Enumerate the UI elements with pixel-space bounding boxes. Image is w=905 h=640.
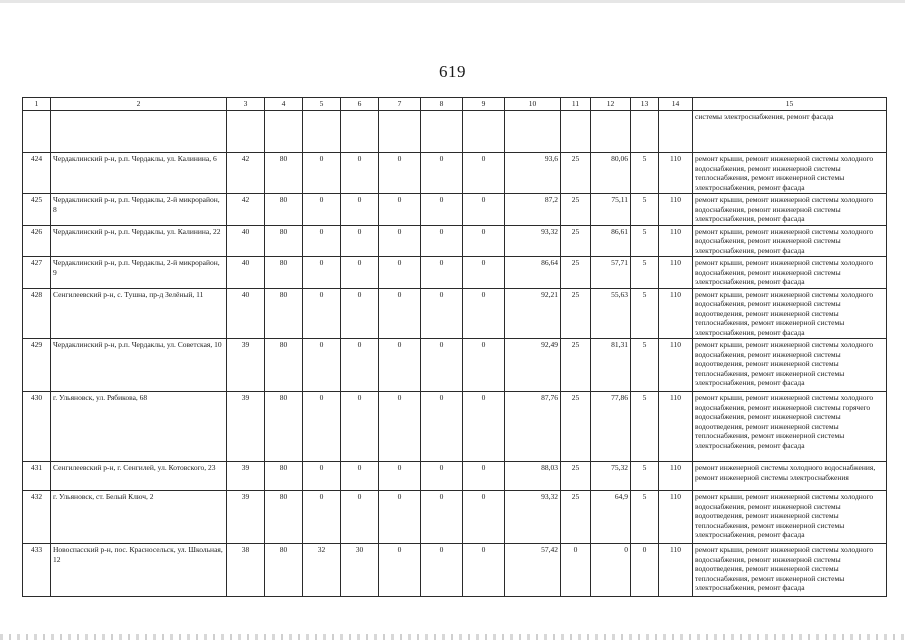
value-col-14: 110	[659, 392, 693, 462]
value-col-14: 110	[659, 462, 693, 491]
value-col-10: 86,64	[505, 257, 561, 289]
value-col-5: 0	[303, 288, 341, 339]
value-col-8: 0	[421, 257, 463, 289]
value-col-14: 110	[659, 153, 693, 194]
column-header: 6	[341, 98, 379, 111]
value-col-6: 0	[341, 225, 379, 257]
value-col-3: 39	[227, 392, 265, 462]
value-col-4: 80	[265, 339, 303, 392]
value-col-10: 87,2	[505, 194, 561, 226]
value-col-13: 5	[631, 225, 659, 257]
value-col-9: 0	[463, 257, 505, 289]
table-row	[23, 339, 887, 392]
value-col-13: 5	[631, 288, 659, 339]
table-row	[23, 462, 887, 491]
value-col-5: 0	[303, 491, 341, 544]
value-col-8: 0	[421, 462, 463, 491]
address-cell: Сенгилеевский р-н, г. Сенгилей, ул. Котовского, 23	[51, 462, 227, 491]
value-col-8: 0	[421, 544, 463, 597]
value-col-5: 0	[303, 462, 341, 491]
value-col-3: 40	[227, 257, 265, 289]
works-cell: ремонт крыши, ремонт инженерной системы холодного водоснабжения, ремонт инженерной системы электроснабжения, ремонт фасада	[693, 225, 887, 257]
value-col-13: 5	[631, 491, 659, 544]
value-col-9: 0	[463, 544, 505, 597]
value-col-4: 80	[265, 544, 303, 597]
value-col-11: 25	[561, 257, 591, 289]
value-col-13: 0	[631, 544, 659, 597]
value-col-5: 0	[303, 392, 341, 462]
value-col-13: 5	[631, 339, 659, 392]
value-col-5: 0	[303, 153, 341, 194]
value-col-8: 0	[421, 288, 463, 339]
value-col-12: 81,31	[591, 339, 631, 392]
value-col-4: 80	[265, 462, 303, 491]
value-col-11: 25	[561, 225, 591, 257]
value-col-6: 0	[341, 491, 379, 544]
value-col-7: 0	[379, 544, 421, 597]
value-col-3: 40	[227, 288, 265, 339]
value-col-3: 42	[227, 153, 265, 194]
page-number: 619	[439, 62, 466, 81]
column-header: 4	[265, 98, 303, 111]
value-col-7: 0	[379, 392, 421, 462]
value-col-9: 0	[463, 339, 505, 392]
value-col-12: 77,86	[591, 392, 631, 462]
value-col-11: 25	[561, 462, 591, 491]
value-col-6: 0	[341, 153, 379, 194]
value-col-6: 30	[341, 544, 379, 597]
value-col-12: 80,06	[591, 153, 631, 194]
value-col-13: 5	[631, 392, 659, 462]
value-col-8: 0	[421, 194, 463, 226]
address-cell: Сенгилеевский р-н, с. Тушна, пр-д Зелёный, 11	[51, 288, 227, 339]
address-cell: Чердаклинский р-н, р.п. Чердаклы, 2-й микрорайон, 8	[51, 194, 227, 226]
value-col-12: 57,71	[591, 257, 631, 289]
column-header: 8	[421, 98, 463, 111]
address-cell: Чердаклинский р-н, р.п. Чердаклы, 2-й микрорайон, 9	[51, 257, 227, 289]
value-col-7: 0	[379, 339, 421, 392]
column-header: 12	[591, 98, 631, 111]
works-cell: ремонт крыши, ремонт инженерной системы холодного водоснабжения, ремонт инженерной системы горячего водоснабжения, ремонт инженерной системы водоотведения, ремонт инженерной системы теплоснабжения, ремонт инженерной системы электроснабжения, ремонт фасада	[693, 392, 887, 462]
value-col-6: 0	[341, 339, 379, 392]
column-header: 15	[693, 98, 887, 111]
table-row	[23, 153, 887, 194]
value-col-4: 80	[265, 288, 303, 339]
address-cell: г. Ульяновск, ст. Белый Ключ, 2	[51, 491, 227, 544]
header-row	[23, 98, 887, 111]
value-col-7: 0	[379, 288, 421, 339]
value-col-7: 0	[379, 194, 421, 226]
value-col-14: 110	[659, 339, 693, 392]
value-col-5: 0	[303, 194, 341, 226]
works-cell: ремонт крыши, ремонт инженерной системы холодного водоснабжения, ремонт инженерной системы электроснабжения, ремонт фасада	[693, 257, 887, 289]
row-number: 424	[23, 153, 51, 194]
value-col-9: 0	[463, 153, 505, 194]
value-col-12: 64,9	[591, 491, 631, 544]
value-col-3: 42	[227, 194, 265, 226]
column-header: 7	[379, 98, 421, 111]
table-row	[23, 194, 887, 226]
value-col-12: 86,61	[591, 225, 631, 257]
column-header: 10	[505, 98, 561, 111]
value-col-14: 110	[659, 491, 693, 544]
address-cell: Чердаклинский р-н, р.п. Чердаклы, ул. Советская, 10	[51, 339, 227, 392]
value-col-6: 0	[341, 392, 379, 462]
works-cell: ремонт крыши, ремонт инженерной системы холодного водоснабжения, ремонт инженерной системы водоотведения, ремонт инженерной системы теплоснабжения, ремонт инженерной системы электроснабжения, ремонт фасада	[693, 491, 887, 544]
value-col-3: 39	[227, 491, 265, 544]
address-cell: Чердаклинский р-н, р.п. Чердаклы, ул. Калинина, 6	[51, 153, 227, 194]
table-row	[23, 544, 887, 597]
value-col-11: 25	[561, 153, 591, 194]
value-col-9: 0	[463, 462, 505, 491]
value-col-3: 39	[227, 462, 265, 491]
value-col-7: 0	[379, 225, 421, 257]
value-col-9: 0	[463, 392, 505, 462]
value-col-10: 92,21	[505, 288, 561, 339]
value-col-14: 110	[659, 225, 693, 257]
table-row	[23, 288, 887, 339]
column-header: 14	[659, 98, 693, 111]
value-col-12: 75,11	[591, 194, 631, 226]
works-cell: ремонт инженерной системы холодного водоснабжения, ремонт инженерной системы электроснабжения	[693, 462, 887, 491]
value-col-4: 80	[265, 257, 303, 289]
value-col-8: 0	[421, 491, 463, 544]
value-col-10: 57,42	[505, 544, 561, 597]
value-col-14: 110	[659, 288, 693, 339]
value-col-5: 0	[303, 257, 341, 289]
works-cell: ремонт крыши, ремонт инженерной системы холодного водоснабжения, ремонт инженерной системы теплоснабжения, ремонт инженерной системы электроснабжения, ремонт фасада	[693, 153, 887, 194]
value-col-13: 5	[631, 257, 659, 289]
value-col-11: 25	[561, 392, 591, 462]
register-table	[22, 97, 887, 597]
value-col-10: 93,32	[505, 491, 561, 544]
value-col-10: 93,6	[505, 153, 561, 194]
value-col-4: 80	[265, 194, 303, 226]
value-col-7: 0	[379, 462, 421, 491]
column-header: 3	[227, 98, 265, 111]
value-col-5: 32	[303, 544, 341, 597]
row-number: 433	[23, 544, 51, 597]
value-col-13: 5	[631, 194, 659, 226]
value-col-9: 0	[463, 225, 505, 257]
value-col-6: 0	[341, 257, 379, 289]
address-cell: Чердаклинский р-н, р.п. Чердаклы, ул. Калинина, 22	[51, 225, 227, 257]
table-row	[23, 225, 887, 257]
works-cell: ремонт крыши, ремонт инженерной системы холодного водоснабжения, ремонт инженерной системы электроснабжения, ремонт фасада	[693, 194, 887, 226]
row-number: 430	[23, 392, 51, 462]
value-col-8: 0	[421, 225, 463, 257]
value-col-10: 92,49	[505, 339, 561, 392]
column-header: 9	[463, 98, 505, 111]
table-row	[23, 257, 887, 289]
column-header: 13	[631, 98, 659, 111]
value-col-9: 0	[463, 288, 505, 339]
value-col-12: 75,32	[591, 462, 631, 491]
row-number: 428	[23, 288, 51, 339]
value-col-4: 80	[265, 491, 303, 544]
column-header: 11	[561, 98, 591, 111]
works-cell: ремонт крыши, ремонт инженерной системы холодного водоснабжения, ремонт инженерной системы водоотведения, ремонт инженерной системы теплоснабжения, ремонт инженерной системы электроснабжения, ремонт фасада	[693, 288, 887, 339]
value-col-13: 5	[631, 153, 659, 194]
value-col-3: 39	[227, 339, 265, 392]
value-col-3: 40	[227, 225, 265, 257]
value-col-11: 25	[561, 339, 591, 392]
column-header: 2	[51, 98, 227, 111]
row-number: 425	[23, 194, 51, 226]
works-cell: ремонт крыши, ремонт инженерной системы холодного водоснабжения, ремонт инженерной системы водоотведения, ремонт инженерной системы теплоснабжения, ремонт инженерной системы электроснабжения, ремонт фасада	[693, 544, 887, 597]
value-col-7: 0	[379, 257, 421, 289]
works-cell: ремонт крыши, ремонт инженерной системы холодного водоснабжения, ремонт инженерной системы водоотведения, ремонт инженерной системы теплоснабжения, ремонт инженерной системы электроснабжения, ремонт фасада	[693, 339, 887, 392]
value-col-6: 0	[341, 288, 379, 339]
value-col-4: 80	[265, 392, 303, 462]
value-col-6: 0	[341, 462, 379, 491]
address-cell: г. Ульяновск, ул. Рябикова, 68	[51, 392, 227, 462]
value-col-5: 0	[303, 225, 341, 257]
value-col-12: 0	[591, 544, 631, 597]
value-col-7: 0	[379, 491, 421, 544]
value-col-12: 55,63	[591, 288, 631, 339]
table-row	[23, 392, 887, 462]
value-col-14: 110	[659, 544, 693, 597]
value-col-8: 0	[421, 339, 463, 392]
value-col-8: 0	[421, 392, 463, 462]
value-col-10: 87,76	[505, 392, 561, 462]
value-col-8: 0	[421, 153, 463, 194]
row-number: 431	[23, 462, 51, 491]
value-col-14: 110	[659, 257, 693, 289]
value-col-4: 80	[265, 153, 303, 194]
value-col-13: 5	[631, 462, 659, 491]
continuation-row	[23, 111, 887, 153]
value-col-9: 0	[463, 491, 505, 544]
value-col-7: 0	[379, 153, 421, 194]
value-col-6: 0	[341, 194, 379, 226]
works-cell: системы электроснабжения, ремонт фасада	[693, 111, 887, 153]
value-col-11: 25	[561, 194, 591, 226]
row-number: 426	[23, 225, 51, 257]
table-row	[23, 491, 887, 544]
value-col-4: 80	[265, 225, 303, 257]
value-col-10: 88,03	[505, 462, 561, 491]
value-col-3: 38	[227, 544, 265, 597]
value-col-9: 0	[463, 194, 505, 226]
row-number: 432	[23, 491, 51, 544]
value-col-11: 25	[561, 491, 591, 544]
value-col-14: 110	[659, 194, 693, 226]
address-cell: Новоспасский р-н, пос. Красносельск, ул. Школьная, 12	[51, 544, 227, 597]
column-header: 5	[303, 98, 341, 111]
value-col-10: 93,32	[505, 225, 561, 257]
scan-edge-bottom	[0, 634, 905, 640]
scan-edge-top	[0, 0, 905, 3]
value-col-5: 0	[303, 339, 341, 392]
column-header: 1	[23, 98, 51, 111]
row-number: 429	[23, 339, 51, 392]
value-col-11: 25	[561, 288, 591, 339]
row-number: 427	[23, 257, 51, 289]
value-col-11: 0	[561, 544, 591, 597]
